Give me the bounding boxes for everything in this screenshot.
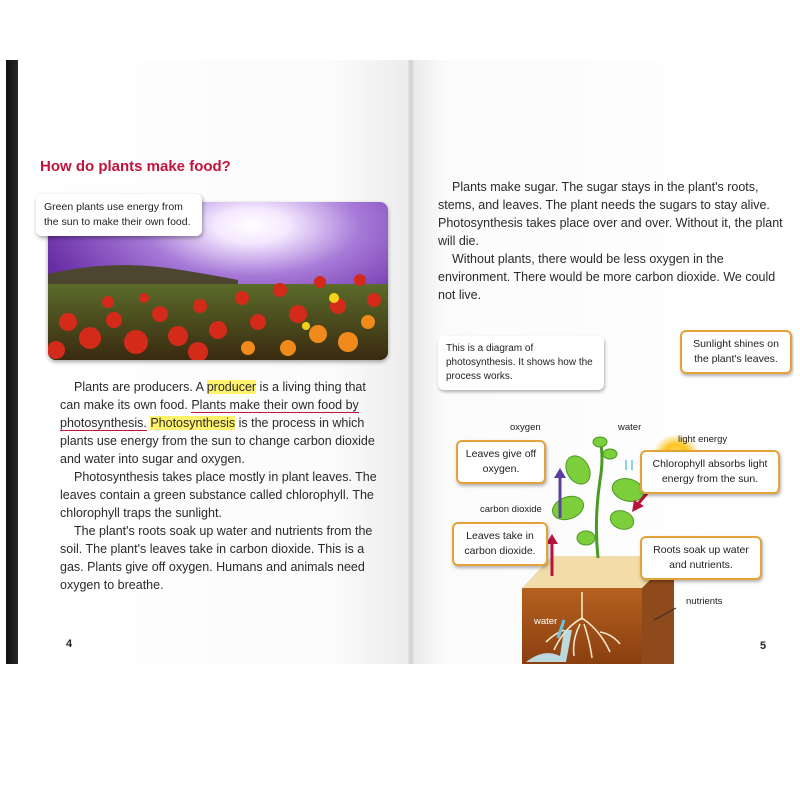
- sunlight-box: Sunlight shines on the plant's leaves.: [680, 330, 792, 374]
- page-heading: How do plants make food?: [40, 158, 231, 175]
- open-book: [6, 60, 794, 664]
- roots-box: Roots soak up water and nutrients.: [640, 536, 762, 580]
- text-span: is a living thing that can make its own food.: [60, 380, 366, 412]
- paragraph-producers: [60, 378, 386, 468]
- page-number-right: 5: [760, 640, 767, 652]
- text-span: Plants are producers. A: [74, 380, 207, 394]
- label-water-top: water: [618, 422, 642, 433]
- left-body-text: [60, 378, 386, 594]
- plant-stem: [596, 438, 602, 558]
- diagram-intro-box: This is a diagram of photosynthesis. It shows how the process works.: [438, 336, 604, 390]
- paragraph-chlorophyll: Photosynthesis takes place mostly in plant leaves. The leaves contain a green substance called chlorophyll. The chlorophyll traps the sunlight.: [60, 470, 377, 520]
- paragraph-sugar: Plants make sugar. The sugar stays in the plant's roots, stems, and leaves. The plant needs the sugars to stay alive. Photosynthesis takes place over and over. Without it, the plant will die.: [438, 180, 783, 248]
- right-page: [414, 60, 794, 664]
- label-water-bottom: water: [534, 616, 558, 627]
- highlight-photosynthesis: Photosynthesis: [150, 416, 236, 430]
- chlorophyll-box: Chlorophyll absorbs light energy from the sun.: [640, 450, 780, 494]
- highlight-producer: producer: [206, 380, 257, 394]
- label-light-energy: light energy: [678, 434, 728, 445]
- underlined-sentence: Plants make their own food by photosynthesis.: [60, 398, 359, 430]
- right-body-text: [438, 178, 788, 304]
- left-page: [18, 60, 412, 664]
- label-nutrients: nutrients: [686, 596, 723, 607]
- water-up-arrows: [626, 460, 632, 470]
- oxygen-arrowhead: [554, 468, 566, 478]
- label-oxygen: oxygen: [510, 422, 541, 433]
- oxygen-box: Leaves give off oxygen.: [456, 440, 546, 484]
- photo-caption: Green plants use energy from the sun to make their own food.: [36, 194, 202, 236]
- text-span: is the process in which plants use energy from the sun to change carbon dioxide and water into sugar and oxygen.: [60, 416, 375, 466]
- paragraph-roots: The plant's roots soak up water and nutrients from the soil. The plant's leaves take in carbon dioxide. This is a gas. Plants give off oxygen. Humans and animals need oxygen to breathe.: [60, 524, 373, 592]
- carbon-dioxide-box: Leaves take in carbon dioxide.: [452, 522, 548, 566]
- photosynthesis-diagram: [414, 330, 794, 664]
- label-carbon-dioxide: carbon dioxide: [480, 504, 542, 515]
- paragraph-oxygen: Without plants, there would be less oxygen in the environment. There would be more carbon dioxide. We could not live.: [438, 252, 776, 302]
- page-number-left: 4: [66, 638, 73, 650]
